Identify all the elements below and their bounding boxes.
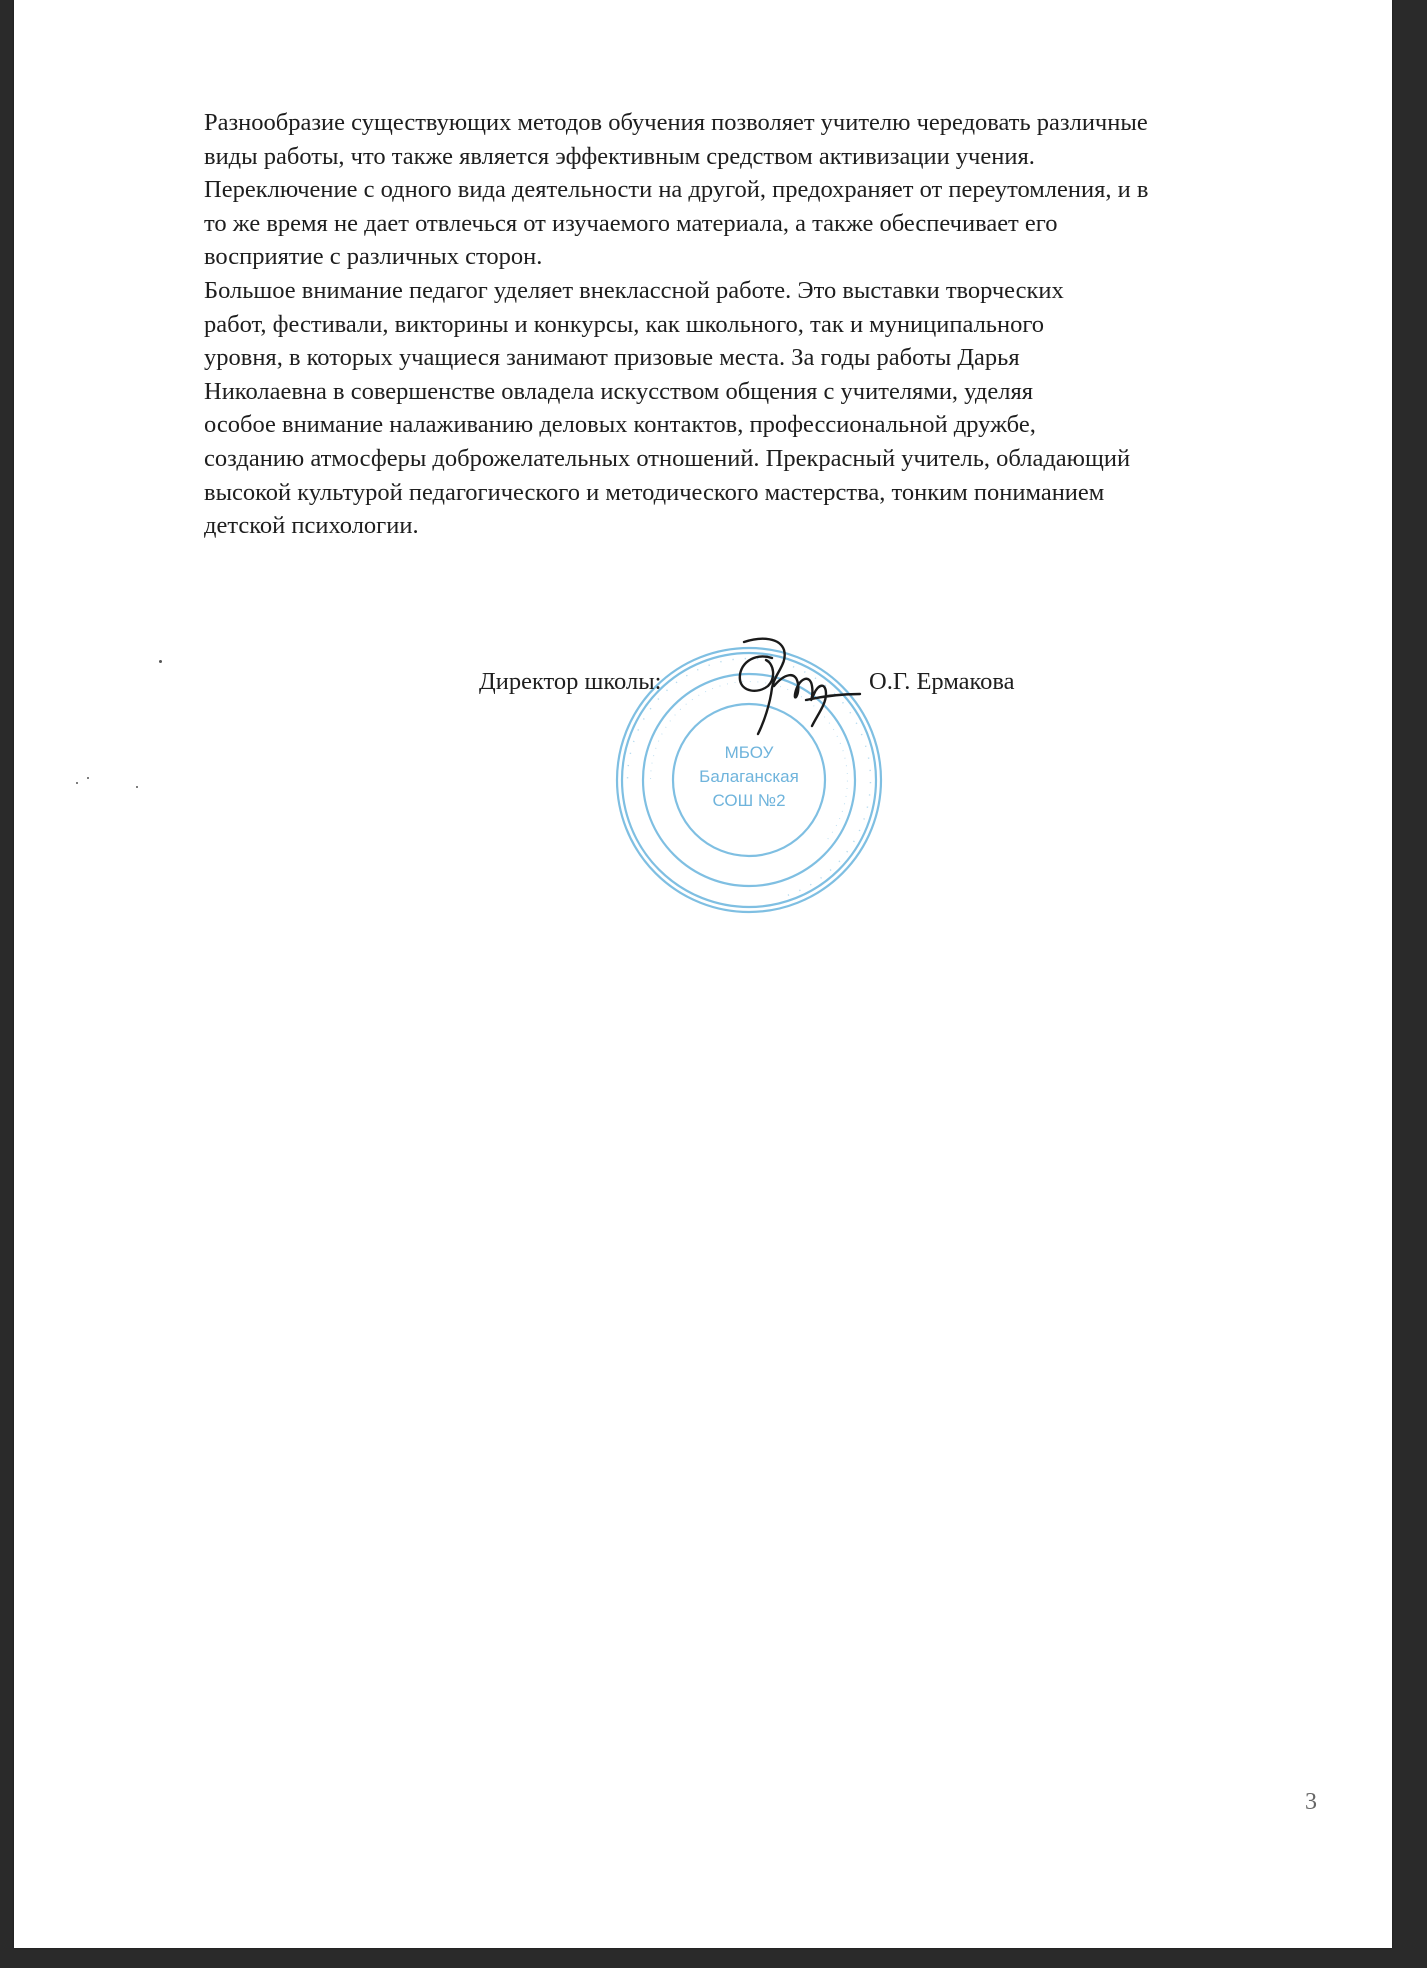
text-line: то же время не дает отвлечься от изучаемого материала, а также обеспечивает его bbox=[204, 209, 1058, 237]
text-line: созданию атмосферы доброжелательных отношений. Прекрасный учитель, обладающий bbox=[204, 444, 1131, 472]
stamp-line: МБОУ bbox=[724, 743, 774, 762]
body-text bbox=[204, 106, 1304, 543]
text-line: Разнообразие существующих методов обучения позволяет учителю чередовать различные bbox=[204, 109, 1148, 136]
text-line: работ, фестивали, викторины и конкурсы, как школьного, так и муниципального bbox=[204, 310, 1045, 338]
scan-speck bbox=[76, 782, 78, 784]
svg-text:· · · · · · · · · · · · · · ·: · · · · · · · · · · · · · · · · · · · · · · · · · · · · · · · · · · · · · · · · · · · · · · · · · bbox=[644, 675, 854, 844]
scan-speck bbox=[159, 660, 162, 663]
text-line: уровня, в которых учащиеся занимают призовые места. За годы работы Дарья bbox=[204, 344, 1020, 372]
signatory-name: О.Г. Ермакова bbox=[869, 668, 1015, 695]
handwritten-signature bbox=[714, 630, 894, 740]
page-number: 3 bbox=[1305, 1789, 1317, 1815]
document-page bbox=[14, 0, 1392, 1948]
svg-text:· · · · · · · · · · · · · · ·: · · · · · · · · · · · · · · · · · · · · · · · · · · · · · · · · · · · · · · · · · · · · bbox=[618, 649, 880, 905]
stamp-line: СОШ №2 bbox=[712, 791, 786, 810]
text-line: особое внимание налаживанию деловых контактов, профессиональной дружбе, bbox=[204, 411, 1036, 439]
text-line: детской психологии. bbox=[204, 512, 419, 540]
text-line: Переключение с одного вида деятельности на другой, предохраняет от переутомления, и в bbox=[204, 176, 1149, 204]
scan-speck bbox=[87, 777, 89, 779]
text-line: восприятие с различных сторон. bbox=[204, 243, 543, 271]
text-line: Николаевна в совершенстве овладела искусством общения с учителями, уделяя bbox=[204, 377, 1033, 405]
text-line: Большое внимание педагог уделяет внеклассной работе. Это выставки творческих bbox=[204, 276, 1064, 304]
text-line: высокой культурой педагогического и методического мастерства, тонким пониманием bbox=[204, 478, 1105, 506]
scan-speck bbox=[136, 786, 138, 788]
signature-label: Директор школы: bbox=[479, 668, 662, 695]
stamp-line: Балаганская bbox=[699, 767, 799, 786]
text-line: виды работы, что также является эффективным средством активизации учения. bbox=[204, 142, 1035, 170]
